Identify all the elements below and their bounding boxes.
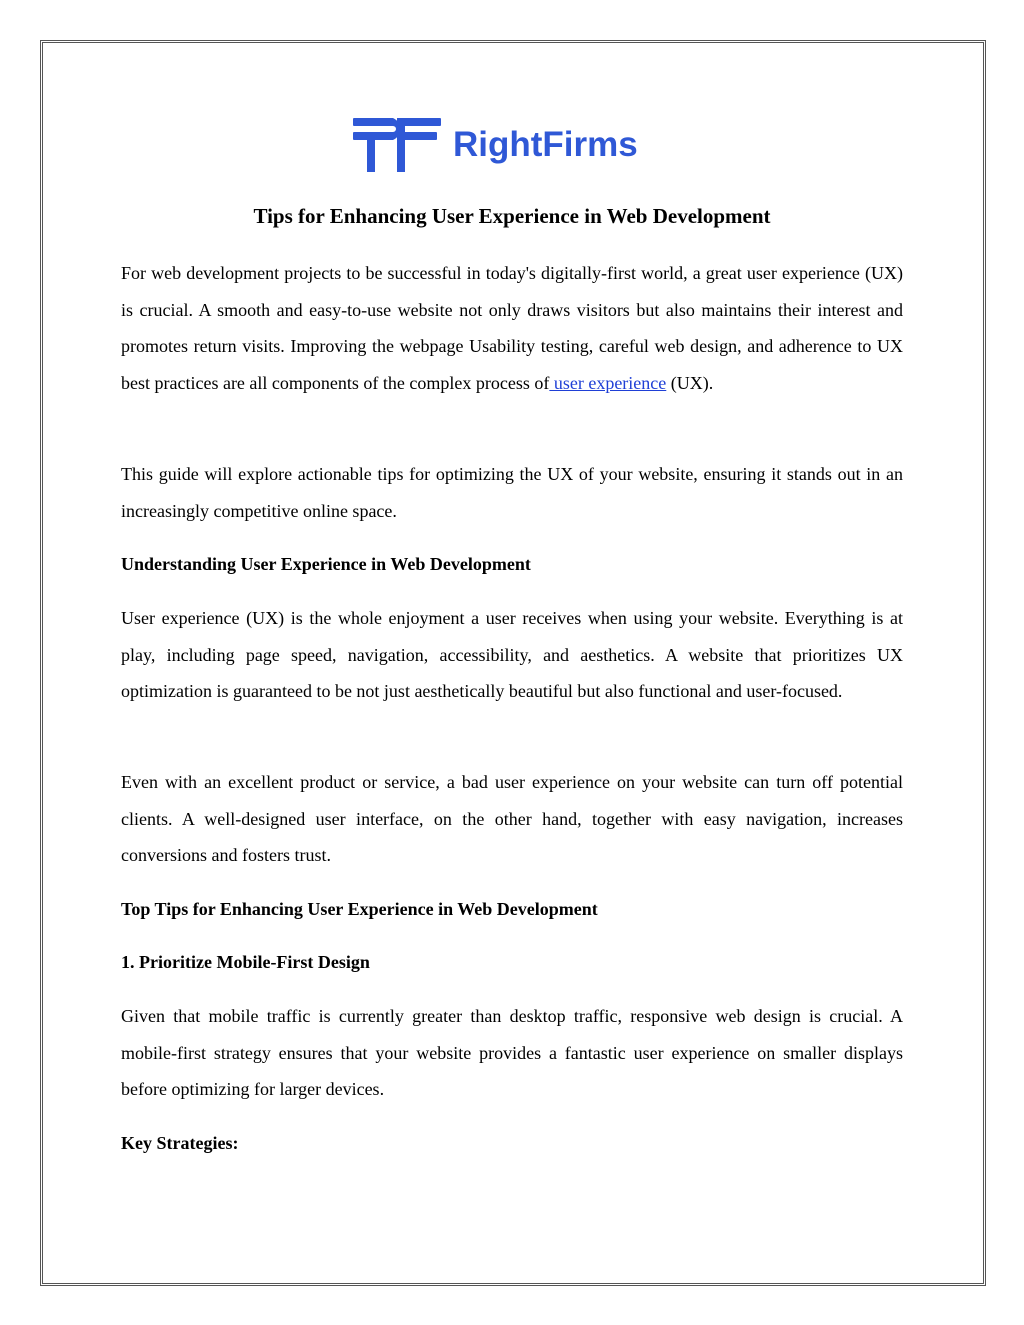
section-heading-top-tips: Top Tips for Enhancing User Experience in Web Development	[121, 899, 598, 919]
intro-text: For web development projects to be successful in today's digitally-first world, a great user experience (UX) is crucial. A smooth and easy-to-use website not only draws visitors but also maintains their interest and promotes return visits. Improving the webpage Usability testing, careful web design, and adherence to UX best practices are all components of the complex process of	[121, 263, 903, 393]
document-title: Tips for Enhancing User Experience in Web Development	[253, 204, 771, 228]
mobile-first-paragraph: Given that mobile traffic is currently greater than desktop traffic, responsive web design is crucial. A mobile-first strategy ensures that your website provides a fantastic user experience on smaller displays before optimizing for larger devices.	[121, 1006, 903, 1099]
rightfirms-logo	[353, 118, 638, 172]
ux-definition-paragraph: User experience (UX) is the whole enjoyment a user receives when using your website. Everything is at play, including page speed, navigation, accessibility, and aesthetics. A website that prioritizes UX optimization is guaranteed to be not just aesthetically beautiful but also functional and user-focused.	[121, 608, 903, 701]
logo-text: RightFirms	[453, 125, 638, 164]
key-strategies-label: Key Strategies:	[121, 1133, 239, 1153]
intro-text-end: (UX).	[666, 372, 714, 393]
rightfirms-logo-icon	[353, 118, 441, 172]
bad-ux-paragraph: Even with an excellent product or service, a bad user experience on your website can turn off potential clients. A well-designed user interface, on the other hand, together with easy navigation, increases conversions and fosters trust.	[121, 772, 903, 865]
section-heading-understanding: Understanding User Experience in Web Development	[121, 554, 531, 574]
intro-paragraph	[121, 255, 903, 401]
user-experience-link[interactable]: user experience	[549, 372, 667, 393]
guide-paragraph: This guide will explore actionable tips for optimizing the UX of your website, ensuring it stands out in an increasingly competitive online space.	[121, 464, 903, 521]
tip-heading-mobile-first: 1. Prioritize Mobile-First Design	[121, 952, 370, 972]
